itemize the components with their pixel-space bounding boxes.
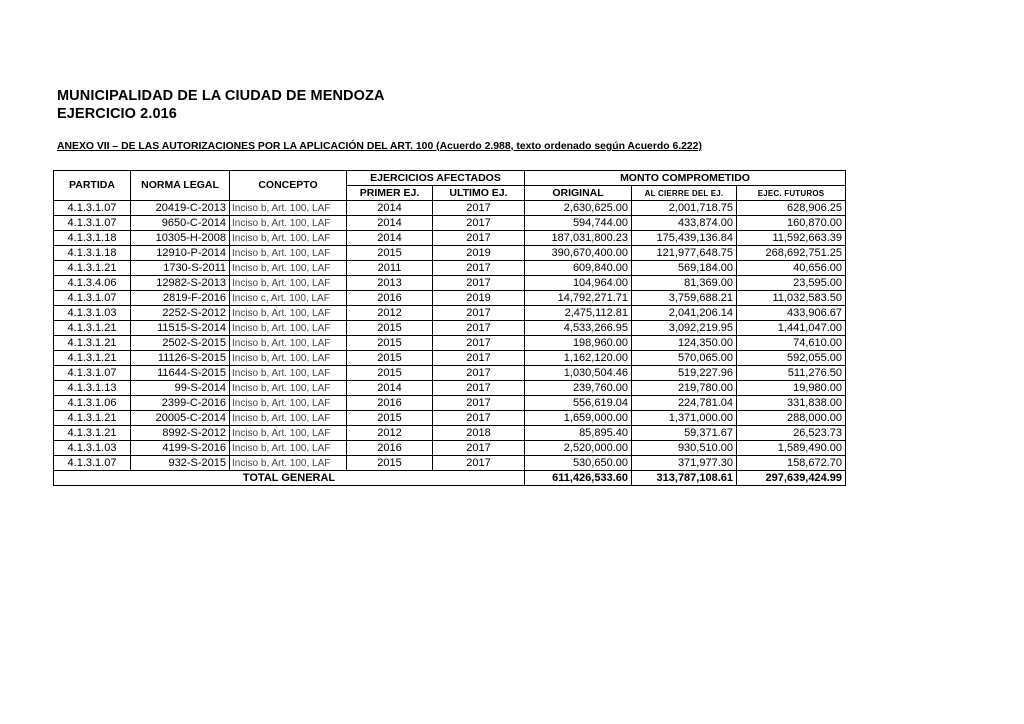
cell-concepto: Inciso b, Art. 100, LAF <box>230 201 347 216</box>
cell-original: 2,475,112.81 <box>525 306 632 321</box>
cell-primer-ej: 2012 <box>347 306 433 321</box>
cell-norma-legal: 20005-C-2014 <box>131 411 230 426</box>
table-row <box>54 231 846 246</box>
cell-partida: 4.1.3.1.21 <box>54 321 131 336</box>
cell-concepto: Inciso b, Art. 100, LAF <box>230 456 347 471</box>
cell-primer-ej: 2015 <box>347 246 433 261</box>
cell-ejec-futuros: 74,610.00 <box>737 336 846 351</box>
cell-al-cierre: 569,184.00 <box>632 261 737 276</box>
cell-ultimo-ej: 2017 <box>433 396 525 411</box>
cell-al-cierre: 433,874.00 <box>632 216 737 231</box>
cell-concepto: Inciso c, Art. 100, LAF <box>230 291 347 306</box>
table-row <box>54 216 846 231</box>
cell-norma-legal: 4199-S-2016 <box>131 441 230 456</box>
cell-al-cierre: 519,227.96 <box>632 366 737 381</box>
cell-ultimo-ej: 2017 <box>433 441 525 456</box>
cell-original: 1,659,000.00 <box>525 411 632 426</box>
total-label: TOTAL GENERAL <box>54 471 525 486</box>
cell-concepto: Inciso b, Art. 100, LAF <box>230 411 347 426</box>
cell-original: 14,792,271.71 <box>525 291 632 306</box>
table-row <box>54 291 846 306</box>
document-title: MUNICIPALIDAD DE LA CIUDAD DE MENDOZA <box>57 88 385 104</box>
cell-partida: 4.1.3.1.18 <box>54 246 131 261</box>
annex-subtitle: ANEXO VII – DE LAS AUTORIZACIONES POR LA APLICACIÓN DEL ART. 100 (Acuerdo 2.988, texto ordenado según Acuerdo 6.222) <box>57 141 702 152</box>
cell-ultimo-ej: 2017 <box>433 216 525 231</box>
cell-al-cierre: 3,759,688.21 <box>632 291 737 306</box>
cell-primer-ej: 2015 <box>347 366 433 381</box>
cell-ejec-futuros: 592,055.00 <box>737 351 846 366</box>
cell-norma-legal: 12910-P-2014 <box>131 246 230 261</box>
table-row <box>54 321 846 336</box>
cell-partida: 4.1.3.1.03 <box>54 306 131 321</box>
cell-ejec-futuros: 511,276.50 <box>737 366 846 381</box>
cell-al-cierre: 224,781.04 <box>632 396 737 411</box>
cell-norma-legal: 2252-S-2012 <box>131 306 230 321</box>
cell-concepto: Inciso b, Art. 100, LAF <box>230 246 347 261</box>
cell-al-cierre: 1,371,000.00 <box>632 411 737 426</box>
cell-primer-ej: 2015 <box>347 351 433 366</box>
cell-ultimo-ej: 2017 <box>433 306 525 321</box>
table-row <box>54 201 846 216</box>
cell-primer-ej: 2016 <box>347 396 433 411</box>
table-body <box>54 201 846 471</box>
table-row <box>54 246 846 261</box>
cell-primer-ej: 2014 <box>347 216 433 231</box>
cell-partida: 4.1.3.1.07 <box>54 456 131 471</box>
table-row <box>54 351 846 366</box>
cell-partida: 4.1.3.1.07 <box>54 366 131 381</box>
table-row <box>54 276 846 291</box>
cell-original: 530,650.00 <box>525 456 632 471</box>
cell-concepto: Inciso b, Art. 100, LAF <box>230 276 347 291</box>
cell-ejec-futuros: 433,906.67 <box>737 306 846 321</box>
cell-al-cierre: 570,065.00 <box>632 351 737 366</box>
cell-norma-legal: 11126-S-2015 <box>131 351 230 366</box>
cell-concepto: Inciso b, Art. 100, LAF <box>230 441 347 456</box>
header-original: ORIGINAL <box>525 186 632 201</box>
cell-partida: 4.1.3.1.13 <box>54 381 131 396</box>
cell-primer-ej: 2015 <box>347 411 433 426</box>
cell-partida: 4.1.3.1.07 <box>54 216 131 231</box>
cell-ultimo-ej: 2017 <box>433 261 525 276</box>
cell-partida: 4.1.3.1.21 <box>54 336 131 351</box>
header-ejec-futuros: EJEC. FUTUROS <box>737 186 846 201</box>
table-row <box>54 441 846 456</box>
cell-primer-ej: 2014 <box>347 381 433 396</box>
cell-ejec-futuros: 40,656.00 <box>737 261 846 276</box>
cell-partida: 4.1.3.1.03 <box>54 441 131 456</box>
cell-norma-legal: 12982-S-2013 <box>131 276 230 291</box>
cell-ejec-futuros: 1,441,047.00 <box>737 321 846 336</box>
header-ejercicios-afectados: EJERCICIOS AFECTADOS <box>347 171 525 186</box>
cell-ultimo-ej: 2017 <box>433 321 525 336</box>
cell-partida: 4.1.3.1.07 <box>54 201 131 216</box>
cell-ejec-futuros: 160,870.00 <box>737 216 846 231</box>
header-partida: PARTIDA <box>54 171 131 201</box>
cell-norma-legal: 11515-S-2014 <box>131 321 230 336</box>
cell-norma-legal: 8992-S-2012 <box>131 426 230 441</box>
cell-ultimo-ej: 2017 <box>433 336 525 351</box>
cell-primer-ej: 2016 <box>347 291 433 306</box>
table-row <box>54 456 846 471</box>
table-row <box>54 396 846 411</box>
header-al-cierre: AL CIERRE DEL EJ. <box>632 186 737 201</box>
header-norma-legal: NORMA LEGAL <box>131 171 230 201</box>
cell-al-cierre: 930,510.00 <box>632 441 737 456</box>
cell-partida: 4.1.3.4.06 <box>54 276 131 291</box>
cell-original: 239,760.00 <box>525 381 632 396</box>
cell-ejec-futuros: 19,980.00 <box>737 381 846 396</box>
table-row <box>54 411 846 426</box>
cell-al-cierre: 3,092,219.95 <box>632 321 737 336</box>
total-futuros: 297,639,424.99 <box>737 471 846 486</box>
cell-concepto: Inciso b, Art. 100, LAF <box>230 351 347 366</box>
cell-primer-ej: 2012 <box>347 426 433 441</box>
cell-partida: 4.1.3.1.07 <box>54 291 131 306</box>
cell-ultimo-ej: 2017 <box>433 411 525 426</box>
header-ultimo-ej: ULTIMO EJ. <box>433 186 525 201</box>
total-original: 611,426,533.60 <box>525 471 632 486</box>
header-monto-comprometido: MONTO COMPROMETIDO <box>525 171 846 186</box>
table-row <box>54 366 846 381</box>
table-row <box>54 306 846 321</box>
cell-original: 187,031,800.23 <box>525 231 632 246</box>
cell-concepto: Inciso b, Art. 100, LAF <box>230 306 347 321</box>
cell-ultimo-ej: 2018 <box>433 426 525 441</box>
cell-ultimo-ej: 2017 <box>433 366 525 381</box>
cell-norma-legal: 2399-C-2016 <box>131 396 230 411</box>
cell-original: 4,533,266.95 <box>525 321 632 336</box>
cell-concepto: Inciso b, Art. 100, LAF <box>230 426 347 441</box>
cell-al-cierre: 124,350.00 <box>632 336 737 351</box>
cell-original: 1,162,120.00 <box>525 351 632 366</box>
table-row <box>54 381 846 396</box>
cell-primer-ej: 2015 <box>347 336 433 351</box>
cell-ultimo-ej: 2017 <box>433 456 525 471</box>
cell-partida: 4.1.3.1.18 <box>54 231 131 246</box>
cell-original: 1,030,504.46 <box>525 366 632 381</box>
cell-ejec-futuros: 1,589,490.00 <box>737 441 846 456</box>
cell-norma-legal: 20419-C-2013 <box>131 201 230 216</box>
table-row <box>54 261 846 276</box>
cell-original: 390,670,400.00 <box>525 246 632 261</box>
cell-partida: 4.1.3.1.21 <box>54 411 131 426</box>
cell-concepto: Inciso b, Art. 100, LAF <box>230 381 347 396</box>
cell-ejec-futuros: 11,032,583.50 <box>737 291 846 306</box>
cell-primer-ej: 2011 <box>347 261 433 276</box>
cell-original: 198,960.00 <box>525 336 632 351</box>
cell-ejec-futuros: 11,592,663.39 <box>737 231 846 246</box>
cell-concepto: Inciso b, Art. 100, LAF <box>230 396 347 411</box>
cell-primer-ej: 2013 <box>347 276 433 291</box>
cell-norma-legal: 11644-S-2015 <box>131 366 230 381</box>
cell-primer-ej: 2014 <box>347 231 433 246</box>
cell-al-cierre: 121,977,648.75 <box>632 246 737 261</box>
cell-ultimo-ej: 2019 <box>433 246 525 261</box>
cell-concepto: Inciso b, Art. 100, LAF <box>230 231 347 246</box>
cell-concepto: Inciso b, Art. 100, LAF <box>230 261 347 276</box>
cell-ejec-futuros: 331,838.00 <box>737 396 846 411</box>
cell-norma-legal: 2819-F-2016 <box>131 291 230 306</box>
authorizations-table <box>53 170 846 486</box>
cell-primer-ej: 2015 <box>347 321 433 336</box>
cell-norma-legal: 1730-S-2011 <box>131 261 230 276</box>
cell-norma-legal: 932-S-2015 <box>131 456 230 471</box>
cell-ejec-futuros: 628,906.25 <box>737 201 846 216</box>
cell-partida: 4.1.3.1.21 <box>54 261 131 276</box>
cell-ultimo-ej: 2017 <box>433 201 525 216</box>
cell-ultimo-ej: 2017 <box>433 381 525 396</box>
cell-al-cierre: 81,369.00 <box>632 276 737 291</box>
cell-original: 2,630,625.00 <box>525 201 632 216</box>
cell-ejec-futuros: 288,000.00 <box>737 411 846 426</box>
cell-partida: 4.1.3.1.21 <box>54 351 131 366</box>
header-primer-ej: PRIMER EJ. <box>347 186 433 201</box>
cell-al-cierre: 2,001,718.75 <box>632 201 737 216</box>
total-row <box>54 471 846 486</box>
cell-ultimo-ej: 2017 <box>433 231 525 246</box>
cell-concepto: Inciso b, Art. 100, LAF <box>230 216 347 231</box>
cell-primer-ej: 2016 <box>347 441 433 456</box>
cell-ejec-futuros: 23,595.00 <box>737 276 846 291</box>
fiscal-year-title: EJERCICIO 2.016 <box>57 106 177 122</box>
cell-partida: 4.1.3.1.06 <box>54 396 131 411</box>
cell-al-cierre: 219,780.00 <box>632 381 737 396</box>
cell-ultimo-ej: 2017 <box>433 276 525 291</box>
cell-al-cierre: 371,977.30 <box>632 456 737 471</box>
cell-norma-legal: 2502-S-2015 <box>131 336 230 351</box>
cell-ultimo-ej: 2019 <box>433 291 525 306</box>
cell-concepto: Inciso b, Art. 100, LAF <box>230 336 347 351</box>
cell-ejec-futuros: 268,692,751.25 <box>737 246 846 261</box>
cell-norma-legal: 99-S-2014 <box>131 381 230 396</box>
cell-original: 2,520,000.00 <box>525 441 632 456</box>
cell-original: 85,895.40 <box>525 426 632 441</box>
cell-al-cierre: 2,041,206.14 <box>632 306 737 321</box>
cell-primer-ej: 2015 <box>347 456 433 471</box>
cell-ultimo-ej: 2017 <box>433 351 525 366</box>
cell-original: 556,619.04 <box>525 396 632 411</box>
cell-ejec-futuros: 158,672.70 <box>737 456 846 471</box>
total-cierre: 313,787,108.61 <box>632 471 737 486</box>
cell-primer-ej: 2014 <box>347 201 433 216</box>
cell-original: 609,840.00 <box>525 261 632 276</box>
cell-norma-legal: 9650-C-2014 <box>131 216 230 231</box>
cell-original: 104,964.00 <box>525 276 632 291</box>
cell-norma-legal: 10305-H-2008 <box>131 231 230 246</box>
cell-original: 594,744.00 <box>525 216 632 231</box>
cell-concepto: Inciso b, Art. 100, LAF <box>230 366 347 381</box>
cell-partida: 4.1.3.1.21 <box>54 426 131 441</box>
header-concepto: CONCEPTO <box>230 171 347 201</box>
cell-ejec-futuros: 26,523.73 <box>737 426 846 441</box>
table-row <box>54 426 846 441</box>
cell-concepto: Inciso b, Art. 100, LAF <box>230 321 347 336</box>
table-row <box>54 336 846 351</box>
cell-al-cierre: 175,439,136.84 <box>632 231 737 246</box>
cell-al-cierre: 59,371.67 <box>632 426 737 441</box>
